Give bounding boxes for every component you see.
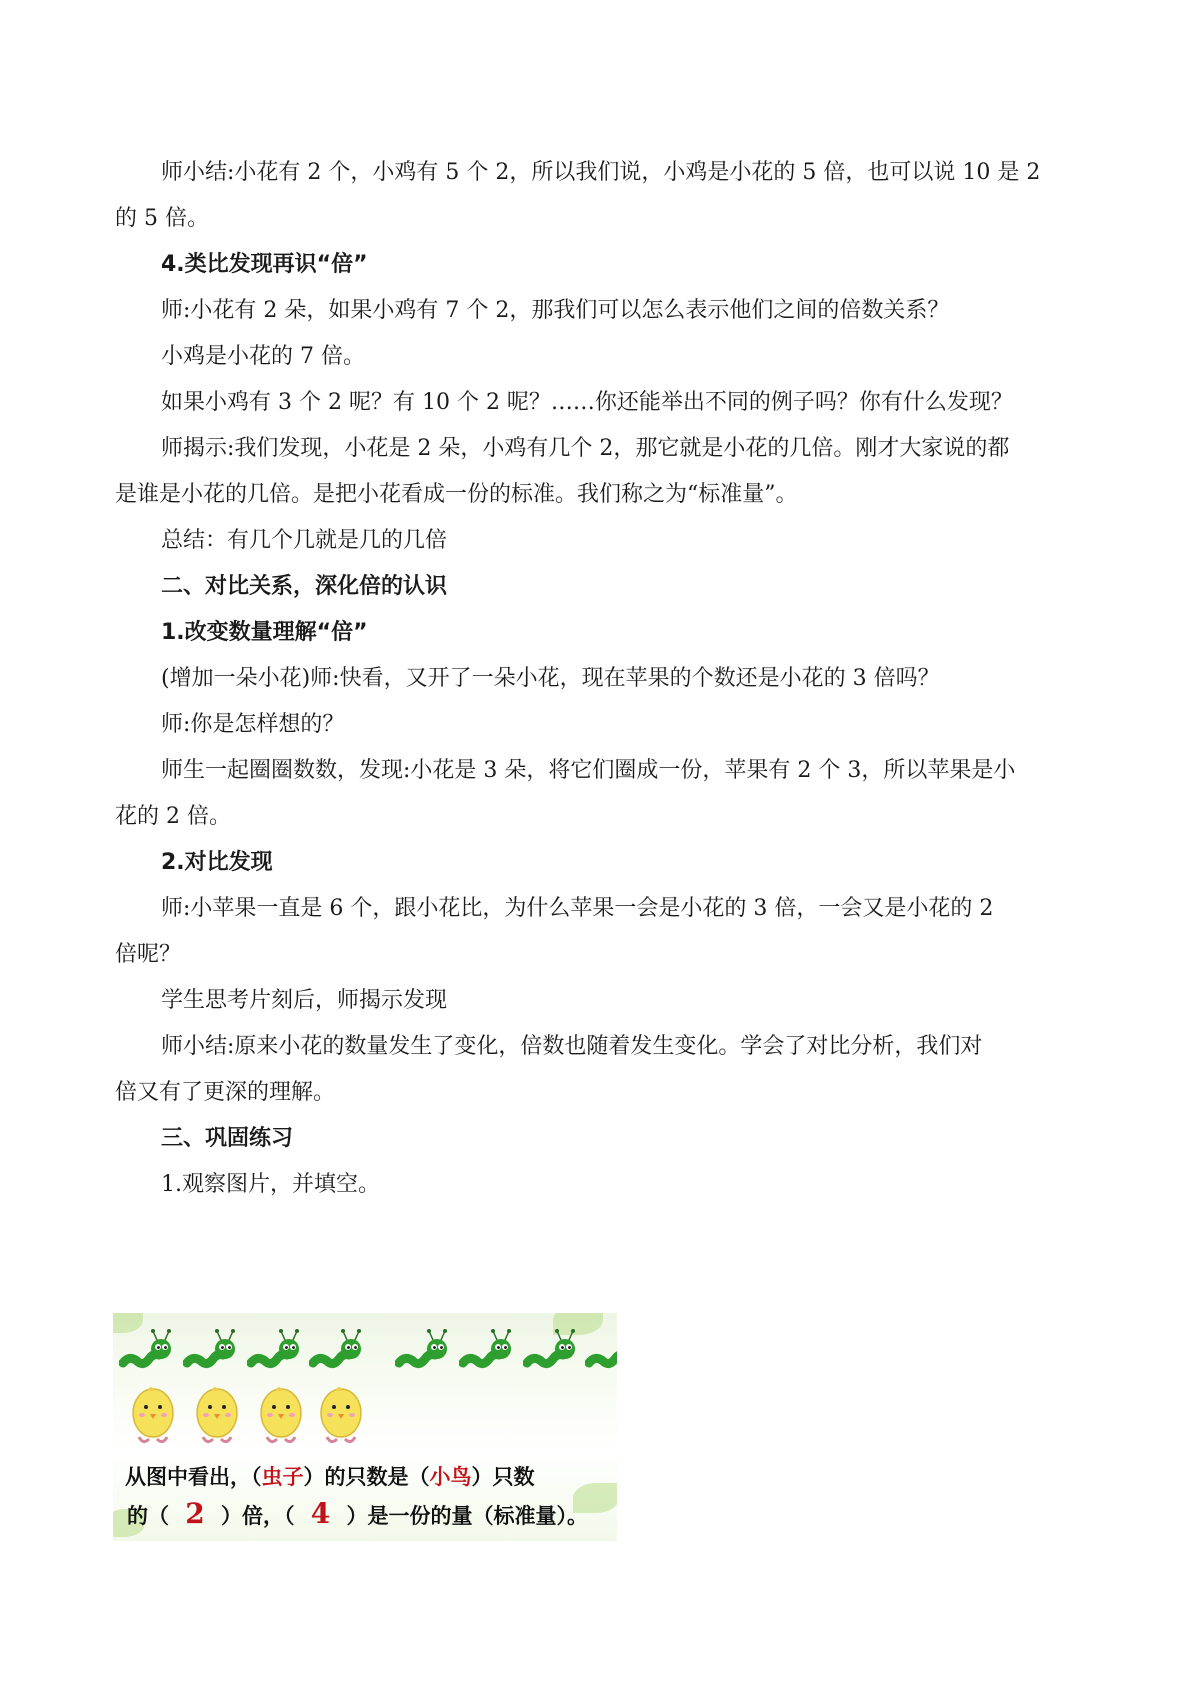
section-heading: 三、巩固练习 xyxy=(161,1126,294,1151)
sentence-text: 的（ xyxy=(127,1504,169,1528)
paragraph: 师:小花有 2 朵，如果小鸡有 7 个 2，那我们可以怎么表示他们之间的倍数关系？ xyxy=(161,298,950,323)
exercise-sentence-line-2 xyxy=(127,1497,588,1530)
chick-icon xyxy=(253,1379,309,1451)
sentence-text: ）是一份的量（标准量）。 xyxy=(346,1504,588,1528)
paragraph-continuation: 的 5 倍。 xyxy=(115,206,209,231)
chick-icon xyxy=(313,1379,369,1451)
worm-icon xyxy=(395,1325,451,1377)
sentence-text: ）只数 xyxy=(471,1465,535,1489)
exercise-image xyxy=(113,1313,617,1541)
document-body xyxy=(115,150,1085,1208)
paragraph: 小鸡是小花的 7 倍。 xyxy=(161,344,365,369)
chick-icon xyxy=(125,1379,181,1451)
paragraph: 总结：有几个几就是几的几倍 xyxy=(161,528,448,553)
paragraph: 师:小苹果一直是 6 个，跟小花比，为什么苹果一会是小花的 3 倍，一会又是小花的 2 xyxy=(161,896,994,921)
subsection-heading: 2.对比发现 xyxy=(161,850,273,875)
paragraph-continuation: 是谁是小花的几倍。是把小花看成一份的标准。我们称之为“标准量”。 xyxy=(115,482,798,507)
worm-icon xyxy=(459,1325,515,1377)
paragraph-continuation: 倍又有了更深的理解。 xyxy=(115,1080,336,1105)
worm-icon xyxy=(523,1325,579,1377)
paragraph-continuation: 倍呢？ xyxy=(115,942,182,967)
worm-icon xyxy=(183,1325,239,1377)
sentence-text: 从图中看出，（ xyxy=(125,1465,262,1489)
section-heading: 4.类比发现再识“倍” xyxy=(161,252,368,277)
sentence-text: ）的只数是（ xyxy=(303,1465,430,1489)
paragraph: 师揭示:我们发现，小花是 2 朵，小鸡有几个 2，那它就是小花的几倍。刚才大家说的都 xyxy=(161,436,1010,461)
paragraph: 学生思考片刻后，师揭示发现 xyxy=(161,988,448,1013)
answer-bird: 小鸟 xyxy=(429,1465,472,1489)
chick-icon xyxy=(189,1379,245,1451)
paragraph: 师小结:原来小花的数量发生了变化，倍数也随着发生变化。学会了对比分析，我们对 xyxy=(161,1034,983,1059)
worm-icon xyxy=(119,1325,175,1377)
answer-standard: 4 xyxy=(310,1497,331,1530)
paragraph: 师小结:小花有 2 个，小鸡有 5 个 2，所以我们说，小鸡是小花的 5 倍，也可以说 10 是 2 xyxy=(161,160,1041,185)
paragraph: 如果小鸡有 3 个 2 呢？有 10 个 2 呢？……你还能举出不同的例子吗？你有什么发现？ xyxy=(161,390,1013,415)
paragraph: 师:你是怎样想的？ xyxy=(161,712,345,737)
paragraph: 师生一起圈圈数数，发现:小花是 3 朵，将它们圈成一份，苹果有 2 个 3，所以苹果是小 xyxy=(161,758,1016,783)
worm-icon xyxy=(585,1325,617,1377)
paragraph: 1.观察图片，并填空。 xyxy=(161,1172,380,1197)
answer-worm: 虫子 xyxy=(261,1465,304,1489)
exercise-sentence-line-1 xyxy=(125,1461,535,1491)
paragraph-continuation: 花的 2 倍。 xyxy=(115,804,231,829)
worm-icon xyxy=(247,1325,303,1377)
worm-icon xyxy=(309,1325,365,1377)
answer-multiple: 2 xyxy=(185,1497,205,1530)
subsection-heading: 1.改变数量理解“倍” xyxy=(161,620,368,645)
paragraph: (增加一朵小花)师:快看，又开了一朵小花，现在苹果的个数还是小花的 3 倍吗？ xyxy=(161,666,940,691)
section-heading: 二、对比关系，深化倍的认识 xyxy=(161,574,448,599)
sentence-text: ）倍，（ xyxy=(221,1504,295,1528)
